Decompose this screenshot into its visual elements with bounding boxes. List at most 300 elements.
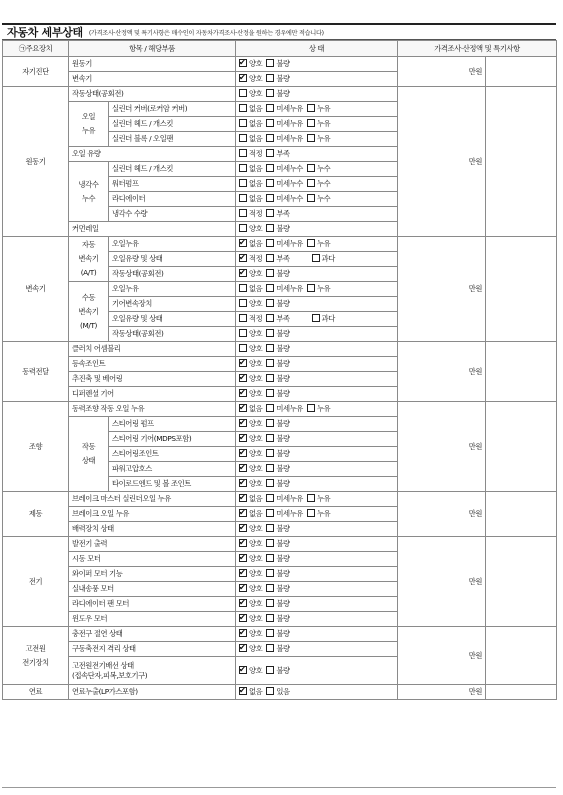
status-option-label: 불량 (276, 614, 290, 623)
status-cell (236, 192, 398, 207)
status-option-label: 불량 (276, 434, 290, 443)
checkbox-icon[interactable] (266, 104, 274, 112)
status-option[interactable] (307, 192, 330, 206)
checkbox-icon[interactable] (239, 149, 247, 157)
status-option[interactable] (239, 612, 262, 626)
status-option-label: 미세누유 (276, 404, 303, 413)
price-cell[interactable]: 만원 (398, 342, 486, 402)
table-row (3, 342, 557, 357)
status-option-label: 양호 (249, 599, 263, 608)
status-option[interactable] (266, 432, 289, 446)
status-option[interactable] (266, 447, 289, 461)
status-option[interactable] (266, 462, 289, 476)
checked-checkbox-icon[interactable] (239, 539, 247, 547)
status-cell (236, 102, 398, 117)
table-header-row (3, 41, 557, 57)
checkbox-icon[interactable] (307, 179, 315, 187)
status-option[interactable] (266, 492, 303, 506)
checked-checkbox-icon[interactable] (239, 524, 247, 532)
checkbox-icon[interactable] (266, 539, 274, 547)
status-option[interactable] (266, 177, 303, 191)
checkbox-icon[interactable] (266, 687, 274, 695)
header-item: 항목 / 해당부품 (69, 41, 236, 57)
status-option[interactable] (266, 642, 289, 656)
checkbox-icon[interactable] (266, 74, 274, 82)
checkbox-icon[interactable] (266, 299, 274, 307)
status-option[interactable] (239, 552, 262, 566)
checkbox-icon[interactable] (266, 149, 274, 157)
status-option[interactable] (266, 372, 289, 386)
item-cell: 클러치 어셈블리 (69, 342, 236, 357)
checkbox-icon[interactable] (266, 239, 274, 247)
item-cell: 추진축 및 베어링 (69, 372, 236, 387)
status-cell (236, 462, 398, 477)
checked-checkbox-icon[interactable] (239, 644, 247, 652)
status-option[interactable] (239, 342, 262, 356)
checked-checkbox-icon[interactable] (239, 554, 247, 562)
status-option[interactable] (266, 627, 289, 641)
checkbox-icon[interactable] (266, 554, 274, 562)
status-option[interactable] (239, 492, 262, 506)
checkbox-icon[interactable] (266, 599, 274, 607)
status-option[interactable] (239, 117, 262, 131)
item-cell: 시동 모터 (69, 552, 236, 567)
status-option[interactable] (266, 402, 303, 416)
price-cell[interactable]: 만원 (398, 402, 486, 492)
status-option[interactable] (266, 117, 303, 131)
checkbox-icon[interactable] (266, 329, 274, 337)
status-option-label: 없음 (249, 104, 263, 113)
status-option[interactable] (239, 357, 262, 371)
status-option-label: 미세누유 (276, 239, 303, 248)
checkbox-icon[interactable] (239, 314, 247, 322)
status-option[interactable] (307, 507, 330, 521)
checkbox-icon[interactable] (239, 134, 247, 142)
status-option[interactable] (239, 327, 262, 341)
status-option[interactable] (266, 312, 289, 326)
checkbox-icon[interactable] (266, 164, 274, 172)
status-option[interactable] (239, 627, 262, 641)
status-option[interactable] (239, 582, 262, 596)
status-option[interactable] (266, 297, 289, 311)
checked-checkbox-icon[interactable] (239, 666, 247, 674)
status-option[interactable] (239, 417, 262, 431)
status-option[interactable] (266, 612, 289, 626)
checkbox-icon[interactable] (239, 104, 247, 112)
status-option-label: 과다 (321, 314, 335, 323)
checkbox-icon[interactable] (266, 209, 274, 217)
status-option[interactable] (239, 402, 262, 416)
checkbox-icon[interactable] (239, 329, 247, 337)
status-option[interactable] (307, 237, 330, 251)
checkbox-icon[interactable] (307, 239, 315, 247)
price-cell[interactable]: 만원 (398, 537, 486, 627)
checkbox-icon[interactable] (266, 614, 274, 622)
checkbox-icon[interactable] (266, 666, 274, 674)
status-option-label: 부족 (276, 254, 290, 263)
checkbox-icon[interactable] (266, 314, 274, 322)
status-option-label: 양호 (249, 89, 263, 98)
device-cell: 동력전달 (3, 342, 69, 402)
checked-checkbox-icon[interactable] (239, 419, 247, 427)
checkbox-icon[interactable] (266, 419, 274, 427)
bottom-divider (2, 787, 556, 788)
checked-checkbox-icon[interactable] (239, 464, 247, 472)
checkbox-icon[interactable] (266, 254, 274, 262)
status-option[interactable] (239, 642, 262, 656)
checked-checkbox-icon[interactable] (239, 404, 247, 412)
status-option[interactable] (312, 252, 335, 266)
status-option-label: 과다 (321, 254, 335, 263)
status-cell (236, 642, 398, 657)
checkbox-icon[interactable] (239, 164, 247, 172)
remark-cell[interactable] (486, 685, 557, 700)
status-cell (236, 177, 398, 192)
checked-checkbox-icon[interactable] (239, 359, 247, 367)
checked-checkbox-icon[interactable] (239, 494, 247, 502)
checkbox-icon[interactable] (266, 449, 274, 457)
status-option[interactable] (239, 222, 262, 236)
checked-checkbox-icon[interactable] (239, 59, 247, 67)
checked-checkbox-icon[interactable] (239, 434, 247, 442)
status-option-label: 없음 (249, 119, 263, 128)
checked-checkbox-icon[interactable] (239, 254, 247, 262)
status-option[interactable] (266, 192, 303, 206)
status-option-label: 양호 (249, 224, 263, 233)
status-option[interactable] (266, 582, 289, 596)
status-option[interactable] (266, 282, 303, 296)
checkbox-icon[interactable] (312, 314, 320, 322)
status-option[interactable] (307, 492, 330, 506)
item-cell: 오일 유량 (69, 147, 236, 162)
checkbox-icon[interactable] (307, 119, 315, 127)
status-option[interactable] (239, 162, 262, 176)
checked-checkbox-icon[interactable] (239, 569, 247, 577)
status-option-label: 불량 (276, 389, 290, 398)
item-cell: 스티어링 기어(MDPS포함) (109, 432, 236, 447)
remark-cell[interactable] (486, 237, 557, 342)
checked-checkbox-icon[interactable] (239, 239, 247, 247)
item-cell: 오일누유 (109, 237, 236, 252)
status-option[interactable] (239, 102, 262, 116)
checked-checkbox-icon[interactable] (239, 509, 247, 517)
checkbox-icon[interactable] (266, 434, 274, 442)
status-option[interactable] (266, 357, 289, 371)
checked-checkbox-icon[interactable] (239, 614, 247, 622)
status-option-label: 없음 (249, 284, 263, 293)
status-option[interactable] (239, 507, 262, 521)
checked-checkbox-icon[interactable] (239, 599, 247, 607)
status-option[interactable] (239, 567, 262, 581)
status-option[interactable] (266, 207, 289, 221)
status-option[interactable] (307, 282, 330, 296)
status-option[interactable] (239, 237, 262, 251)
status-option[interactable] (239, 282, 262, 296)
checkbox-icon[interactable] (239, 194, 247, 202)
status-option[interactable] (239, 252, 262, 266)
checked-checkbox-icon[interactable] (239, 584, 247, 592)
price-cell[interactable]: 만원 (398, 492, 486, 537)
status-option[interactable] (239, 177, 262, 191)
checkbox-icon[interactable] (266, 524, 274, 532)
status-option[interactable] (239, 537, 262, 551)
price-cell[interactable]: 만원 (398, 685, 486, 700)
checkbox-icon[interactable] (266, 629, 274, 637)
table-body (3, 57, 557, 700)
checkbox-icon[interactable] (266, 179, 274, 187)
checkbox-icon[interactable] (307, 104, 315, 112)
status-option-label: 불량 (276, 419, 290, 428)
status-option[interactable] (266, 537, 289, 551)
status-option-label: 누유 (316, 119, 331, 128)
status-option-label: 양호 (249, 344, 263, 353)
status-option[interactable] (239, 147, 262, 161)
price-cell[interactable]: 만원 (398, 57, 486, 87)
status-option[interactable] (266, 87, 289, 101)
status-option[interactable] (266, 342, 289, 356)
status-cell (236, 402, 398, 417)
remark-cell[interactable] (486, 492, 557, 537)
status-option[interactable] (266, 477, 289, 491)
status-option[interactable] (239, 597, 262, 611)
status-option[interactable] (239, 522, 262, 536)
checkbox-icon[interactable] (239, 284, 247, 292)
status-option[interactable] (239, 432, 262, 446)
status-option[interactable] (266, 664, 289, 678)
item-cell: 실내송풍 모터 (69, 582, 236, 597)
checkbox-icon[interactable] (239, 344, 247, 352)
status-option-label: 미세누유 (276, 509, 303, 518)
checkbox-icon[interactable] (239, 209, 247, 217)
status-option[interactable] (266, 102, 303, 116)
status-option-label: 양호 (249, 569, 263, 578)
status-option[interactable] (239, 297, 262, 311)
checkbox-icon[interactable] (266, 359, 274, 367)
status-option-label: 미세누유 (276, 284, 303, 293)
checkbox-icon[interactable] (266, 479, 274, 487)
price-cell[interactable]: 만원 (398, 627, 486, 685)
status-option[interactable] (239, 207, 262, 221)
remark-cell[interactable] (486, 342, 557, 402)
checkbox-icon[interactable] (307, 134, 315, 142)
item-cell: 동력조향 작동 오일 누유 (69, 402, 236, 417)
status-option[interactable] (307, 102, 330, 116)
price-cell[interactable]: 만원 (398, 87, 486, 237)
device-cell: 제동 (3, 492, 69, 537)
status-option-label: 불량 (276, 569, 290, 578)
status-option[interactable] (266, 567, 289, 581)
checkbox-icon[interactable] (307, 404, 315, 412)
checkbox-icon[interactable] (266, 89, 274, 97)
checkbox-icon[interactable] (239, 119, 247, 127)
status-option-label: 미세누유 (276, 119, 303, 128)
checked-checkbox-icon[interactable] (239, 479, 247, 487)
status-option-label: 적정 (249, 314, 263, 323)
item-cell: 라디에이터 (109, 192, 236, 207)
status-option[interactable] (307, 132, 330, 146)
remark-cell[interactable] (486, 402, 557, 492)
device-cell: 원동기 (3, 87, 69, 237)
checkbox-icon[interactable] (266, 134, 274, 142)
section-title-bar (2, 23, 556, 40)
checked-checkbox-icon[interactable] (239, 389, 247, 397)
status-option-label: 양호 (249, 269, 263, 278)
checkbox-icon[interactable] (266, 389, 274, 397)
status-option[interactable] (266, 147, 289, 161)
checkbox-icon[interactable] (312, 254, 320, 262)
status-option[interactable] (266, 387, 289, 401)
remark-cell[interactable] (486, 537, 557, 627)
status-option-label: 누유 (316, 404, 331, 413)
item-cell: 워터펌프 (109, 177, 236, 192)
status-option-label: 양호 (249, 434, 263, 443)
status-option[interactable] (239, 267, 262, 281)
status-cell (236, 327, 398, 342)
status-option-label: 미세누유 (276, 104, 303, 113)
checkbox-icon[interactable] (239, 299, 247, 307)
status-cell (236, 612, 398, 627)
vehicle-status-table (2, 40, 557, 700)
checkbox-icon[interactable] (266, 119, 274, 127)
status-option[interactable] (266, 162, 303, 176)
item-cell: 커먼레일 (69, 222, 236, 237)
checkbox-icon[interactable] (307, 164, 315, 172)
status-option[interactable] (239, 132, 262, 146)
status-option-label: 양호 (249, 629, 263, 638)
status-cell (236, 567, 398, 582)
status-option[interactable] (266, 57, 289, 71)
status-cell (236, 282, 398, 297)
status-option[interactable] (307, 402, 330, 416)
status-option[interactable] (266, 507, 303, 521)
checkbox-icon[interactable] (307, 509, 315, 517)
item-cell: 구동축전지 격리 상태 (69, 642, 236, 657)
price-cell[interactable]: 만원 (398, 237, 486, 342)
device-cell: 변속기 (3, 237, 69, 342)
checkbox-icon[interactable] (307, 284, 315, 292)
checkbox-icon[interactable] (266, 404, 274, 412)
device-cell: 자기진단 (3, 57, 69, 87)
checkbox-icon[interactable] (266, 584, 274, 592)
checkbox-icon[interactable] (307, 194, 315, 202)
status-option[interactable] (239, 372, 262, 386)
status-option-label: 부족 (276, 149, 290, 158)
status-option[interactable] (239, 312, 262, 326)
status-option[interactable] (266, 552, 289, 566)
status-option[interactable] (239, 387, 262, 401)
status-option-label: 양호 (249, 524, 263, 533)
status-option-label: 누유 (316, 134, 331, 143)
checkbox-icon[interactable] (266, 509, 274, 517)
status-option[interactable] (266, 222, 289, 236)
status-option[interactable] (266, 72, 289, 86)
status-option[interactable] (239, 192, 262, 206)
checkbox-icon[interactable] (239, 89, 247, 97)
status-option-label: 불량 (276, 464, 290, 473)
status-option[interactable] (239, 462, 262, 476)
status-option-label: 누수 (316, 194, 331, 203)
checkbox-icon[interactable] (266, 374, 274, 382)
checkbox-icon[interactable] (266, 344, 274, 352)
checkbox-icon[interactable] (307, 494, 315, 502)
header-price: 가격조사·산정액 및 특기사항 (398, 41, 557, 57)
status-cell (236, 582, 398, 597)
status-option[interactable] (239, 72, 262, 86)
status-option[interactable] (266, 132, 303, 146)
status-option-label: 불량 (276, 479, 290, 488)
status-cell (236, 72, 398, 87)
status-option-label: 불량 (276, 584, 290, 593)
checkbox-icon[interactable] (266, 569, 274, 577)
remark-cell[interactable] (486, 627, 557, 685)
item-cell: 작동상태(공회전) (109, 327, 236, 342)
status-option[interactable] (266, 327, 289, 341)
status-option[interactable] (307, 117, 330, 131)
status-option[interactable] (239, 87, 262, 101)
status-option-label: 적정 (249, 254, 263, 263)
status-option-label: 없음 (249, 134, 263, 143)
checkbox-icon[interactable] (266, 269, 274, 277)
status-option-label: 불량 (276, 359, 290, 368)
status-option[interactable] (266, 237, 303, 251)
status-option[interactable] (266, 252, 289, 266)
status-option[interactable] (266, 597, 289, 611)
status-option[interactable] (239, 447, 262, 461)
checkbox-icon[interactable] (266, 494, 274, 502)
status-cell (236, 357, 398, 372)
checked-checkbox-icon[interactable] (239, 449, 247, 457)
status-cell (236, 87, 398, 102)
table-row (3, 492, 557, 507)
checked-checkbox-icon[interactable] (239, 629, 247, 637)
item-cell: 기어변속장치 (109, 297, 236, 312)
item-cell: 오일유량 및 상태 (109, 312, 236, 327)
checkbox-icon[interactable] (266, 644, 274, 652)
status-cell (236, 387, 398, 402)
checkbox-icon[interactable] (266, 224, 274, 232)
checked-checkbox-icon[interactable] (239, 74, 247, 82)
checked-checkbox-icon[interactable] (239, 269, 247, 277)
status-option[interactable] (312, 312, 335, 326)
remark-cell[interactable] (486, 57, 557, 87)
checkbox-icon[interactable] (239, 224, 247, 232)
remark-cell[interactable] (486, 87, 557, 237)
status-option[interactable] (266, 417, 289, 431)
status-cell (236, 507, 398, 522)
checked-checkbox-icon[interactable] (239, 687, 247, 695)
checkbox-icon[interactable] (266, 59, 274, 67)
checked-checkbox-icon[interactable] (239, 374, 247, 382)
status-option[interactable] (266, 522, 289, 536)
section-title-note: (가격조사·산정액 및 특기사항은 매수인이 자동차가격조사·산정을 원하는 경우에만 적습니다) (88, 29, 324, 37)
status-option[interactable] (266, 267, 289, 281)
status-option[interactable] (307, 162, 330, 176)
status-option[interactable] (239, 685, 262, 699)
checkbox-icon[interactable] (266, 464, 274, 472)
status-option[interactable] (307, 177, 330, 191)
checkbox-icon[interactable] (239, 179, 247, 187)
status-option-label: 있음 (276, 687, 290, 696)
header-status: 상 태 (236, 41, 398, 57)
status-option[interactable] (239, 477, 262, 491)
status-option[interactable] (239, 664, 262, 678)
checkbox-icon[interactable] (266, 194, 274, 202)
status-option-label: 불량 (276, 74, 290, 83)
status-option[interactable] (239, 57, 262, 71)
status-cell (236, 207, 398, 222)
checkbox-icon[interactable] (266, 284, 274, 292)
status-option[interactable] (266, 685, 289, 699)
